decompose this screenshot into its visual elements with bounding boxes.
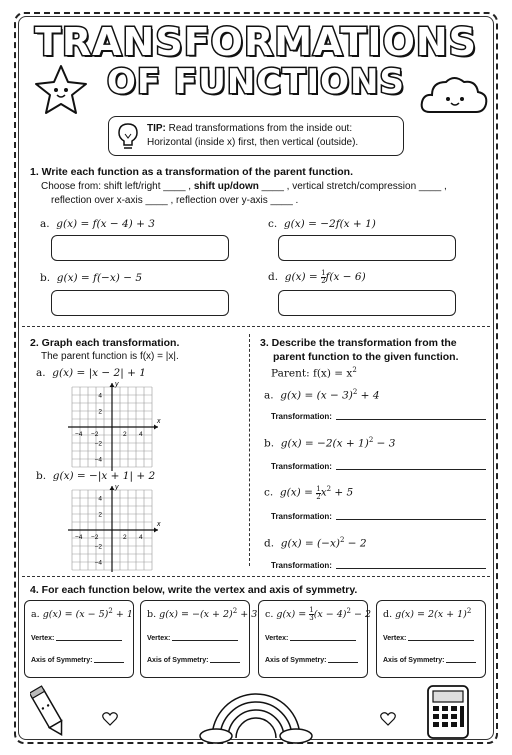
y-tick-label: 2 bbox=[98, 408, 102, 416]
function-text: g(x) = −2(x + 1) bbox=[280, 437, 369, 450]
item-letter: b. bbox=[36, 470, 47, 482]
function-text: g(x) = (−x) bbox=[280, 537, 340, 550]
item-letter: c. bbox=[264, 486, 274, 499]
vertex-label: Vertex: bbox=[147, 635, 171, 642]
divider bbox=[22, 326, 490, 327]
problem-1d bbox=[268, 270, 366, 285]
y-tick-label: 4 bbox=[98, 495, 102, 503]
fraction-numerator: 1 bbox=[309, 606, 314, 615]
fraction-numerator: 1 bbox=[321, 269, 326, 277]
cloud-icon bbox=[418, 72, 490, 118]
card-function bbox=[265, 607, 371, 622]
function-text: g(x) = f(−x) − 5 bbox=[56, 272, 143, 284]
vertex-line[interactable] bbox=[383, 635, 474, 642]
answer-line[interactable] bbox=[336, 419, 486, 420]
transformation-line-3c[interactable] bbox=[271, 512, 486, 521]
section-1-choices-line-2: reflection over x-axis ____ , reflection over y-axis ____ . bbox=[51, 195, 299, 206]
problem-1a bbox=[40, 218, 155, 230]
problem-1b bbox=[40, 272, 142, 284]
x-tick-label: −4 bbox=[75, 431, 83, 438]
problem-3d bbox=[264, 536, 367, 550]
vertex-label: Vertex: bbox=[31, 635, 55, 642]
function-text-mid: (x − 4) bbox=[313, 609, 347, 621]
exponent: 2 bbox=[339, 536, 345, 544]
section-3-title-line-2: parent function to the given function. bbox=[273, 351, 459, 363]
section-3-title-line-1: 3. Describe the transformation from the bbox=[260, 337, 457, 349]
y-tick-label: −4 bbox=[94, 456, 102, 464]
axis-line[interactable] bbox=[31, 657, 124, 664]
function-text: g(x) = |x − 2| + 1 bbox=[52, 367, 146, 379]
item-letter: b. bbox=[40, 272, 51, 284]
answer-line[interactable] bbox=[172, 640, 238, 641]
answer-line[interactable] bbox=[210, 662, 240, 663]
function-text-end: + 1 bbox=[112, 609, 133, 621]
coordinate-grid-2b[interactable] bbox=[44, 484, 186, 572]
calculator-icon bbox=[424, 684, 472, 740]
answer-box-1a[interactable] bbox=[51, 235, 229, 261]
axis-line[interactable] bbox=[147, 657, 240, 664]
pencil-icon bbox=[30, 684, 68, 742]
axis-line[interactable] bbox=[383, 657, 476, 664]
item-letter: d. bbox=[264, 537, 275, 550]
x-tick-label: −4 bbox=[75, 534, 83, 541]
x-tick-label: 2 bbox=[123, 431, 127, 438]
card-function bbox=[147, 607, 257, 620]
y-axis-label: y bbox=[115, 381, 119, 388]
function-text: g(x) = f(x − 4) + 3 bbox=[56, 218, 155, 230]
vertex-label: Vertex: bbox=[383, 635, 407, 642]
axis-label: Axis of Symmetry: bbox=[265, 657, 327, 664]
fraction-numerator: 1 bbox=[316, 484, 321, 493]
item-letter: a. bbox=[264, 389, 274, 402]
function-text-end: f(x − 6) bbox=[325, 271, 366, 283]
x-tick-label: −2 bbox=[91, 534, 99, 541]
problem-2a bbox=[36, 367, 146, 379]
answer-box-1c[interactable] bbox=[278, 235, 456, 261]
function-text: g(x) = (x − 5) bbox=[42, 609, 109, 621]
function-text-end: + 5 bbox=[331, 486, 354, 499]
title-line-1: TRANSFORMATIONS bbox=[34, 20, 478, 64]
answer-box-1b[interactable] bbox=[51, 290, 229, 316]
y-tick-label: 2 bbox=[98, 511, 102, 519]
vertex-card-d bbox=[376, 600, 486, 678]
x-axis-label: x bbox=[157, 521, 161, 528]
tip-line-1: Read transformations from the inside out: bbox=[168, 123, 353, 134]
x-axis-label: x bbox=[157, 418, 161, 425]
x-arrow bbox=[154, 528, 158, 533]
exponent: 2 bbox=[352, 388, 358, 396]
section-4-title: 4. For each function below, write the vertex and axis of symmetry. bbox=[30, 584, 358, 596]
star-icon bbox=[30, 62, 92, 118]
divider bbox=[249, 334, 250, 566]
heart-icon bbox=[102, 712, 118, 726]
section-2-title: 2. Graph each transformation. bbox=[30, 337, 180, 349]
function-text: g(x) = −2f(x + 1) bbox=[283, 218, 376, 230]
section-1-choices-line-1 bbox=[41, 180, 447, 194]
transformation-line-3b[interactable] bbox=[271, 462, 486, 471]
answer-line[interactable] bbox=[446, 662, 476, 663]
axis-label: Axis of Symmetry: bbox=[383, 657, 445, 664]
heart-icon bbox=[380, 712, 396, 726]
transformation-line-3a[interactable] bbox=[271, 412, 486, 421]
answer-line[interactable] bbox=[290, 640, 356, 641]
fraction-denominator: 2 bbox=[316, 492, 321, 501]
vertex-card-a bbox=[24, 600, 134, 678]
parent-function: Parent: f(x) = x bbox=[271, 367, 353, 380]
coordinate-grid-2a[interactable] bbox=[44, 381, 186, 471]
problem-3c bbox=[264, 485, 353, 501]
exponent: 2 bbox=[346, 607, 351, 615]
function-text: g(x) = −|x + 1| + 2 bbox=[52, 470, 156, 482]
vertex-line[interactable] bbox=[265, 635, 356, 642]
y-tick-label: −2 bbox=[94, 440, 102, 448]
answer-line[interactable] bbox=[336, 519, 486, 520]
problem-3a bbox=[264, 388, 380, 402]
vertex-line[interactable] bbox=[31, 635, 122, 642]
function-text: g(x) = 2(x + 1) bbox=[395, 609, 467, 621]
function-text-mid: x bbox=[320, 486, 327, 499]
section-1-title: 1. Write each function as a transformation of the parent function. bbox=[30, 166, 354, 178]
choices-part-c: ____ , vertical stretch/compression ____ , bbox=[258, 181, 447, 192]
card-function bbox=[31, 607, 133, 620]
tip-label: TIP: bbox=[147, 123, 166, 134]
item-letter: d. bbox=[383, 609, 393, 621]
problem-2b bbox=[36, 470, 155, 482]
y-tick-label: −4 bbox=[94, 559, 102, 567]
item-letter: b. bbox=[264, 437, 275, 450]
transformation-label: Transformation: bbox=[271, 412, 332, 421]
choices-part-b: shift up/down bbox=[193, 181, 259, 192]
transformation-label: Transformation: bbox=[271, 561, 332, 570]
item-letter: a. bbox=[31, 609, 40, 621]
y-axis-label: y bbox=[115, 484, 119, 491]
exponent: 2 bbox=[466, 607, 472, 615]
title-line-2: OF FUNCTIONS bbox=[107, 62, 405, 102]
axis-label: Axis of Symmetry: bbox=[147, 657, 209, 664]
x-tick-label: 4 bbox=[139, 431, 143, 438]
x-tick-label: −2 bbox=[91, 431, 99, 438]
transformation-label: Transformation: bbox=[271, 462, 332, 471]
item-letter: b. bbox=[147, 609, 157, 621]
function-text: g(x) = bbox=[276, 609, 310, 621]
lightbulb-icon bbox=[117, 122, 139, 152]
answer-line[interactable] bbox=[336, 469, 486, 470]
problem-3b bbox=[264, 436, 395, 450]
vertex-card-b bbox=[140, 600, 258, 678]
section-2-parent: The parent function is f(x) = |x|. bbox=[41, 351, 179, 362]
x-tick-label: 2 bbox=[123, 534, 127, 541]
vertex-card-c bbox=[258, 600, 372, 678]
y-arrow bbox=[110, 383, 115, 387]
answer-line[interactable] bbox=[56, 640, 122, 641]
choices-part-a: Choose from: shift left/right ____ , bbox=[41, 181, 194, 192]
fraction-denominator: 3 bbox=[309, 614, 314, 623]
item-letter: a. bbox=[36, 367, 46, 379]
problem-1c bbox=[268, 218, 376, 230]
function-text-end: + 4 bbox=[357, 389, 380, 402]
function-text-end: + 3 bbox=[237, 609, 258, 621]
exponent: 2 bbox=[108, 607, 113, 615]
fraction-denominator: 2 bbox=[321, 277, 326, 285]
item-letter: c. bbox=[265, 609, 274, 621]
exponent: 2 bbox=[232, 607, 238, 615]
exponent: 2 bbox=[352, 366, 357, 374]
section-3-parent bbox=[271, 366, 357, 380]
answer-line[interactable] bbox=[408, 640, 474, 641]
item-letter: a. bbox=[40, 218, 50, 230]
transformation-line-3d[interactable] bbox=[271, 561, 486, 570]
answer-box-1d[interactable] bbox=[278, 290, 456, 316]
x-tick-label: 4 bbox=[139, 534, 143, 541]
axis-line[interactable] bbox=[265, 657, 358, 664]
answer-line[interactable] bbox=[94, 662, 124, 663]
vertex-line[interactable] bbox=[147, 635, 238, 642]
divider bbox=[22, 576, 490, 577]
answer-line[interactable] bbox=[336, 568, 486, 569]
function-text-end: − 2 bbox=[351, 609, 372, 621]
exponent: 2 bbox=[326, 485, 332, 493]
card-function bbox=[383, 607, 471, 620]
y-tick-label: −2 bbox=[94, 543, 102, 551]
item-letter: d. bbox=[268, 271, 279, 283]
x-arrow bbox=[154, 425, 158, 430]
tip-box bbox=[108, 116, 404, 156]
transformation-label: Transformation: bbox=[271, 512, 332, 521]
answer-line[interactable] bbox=[328, 662, 358, 663]
function-text-end: − 2 bbox=[344, 537, 367, 550]
tip-line-2: Horizontal (inside x) first, then vertical (outside). bbox=[147, 137, 359, 148]
y-arrow bbox=[110, 486, 115, 490]
vertex-label: Vertex: bbox=[265, 635, 289, 642]
item-letter: c. bbox=[268, 218, 278, 230]
function-text: g(x) = bbox=[284, 271, 322, 283]
axis-label: Axis of Symmetry: bbox=[31, 657, 93, 664]
rainbow-icon bbox=[198, 682, 314, 744]
y-tick-label: 4 bbox=[98, 392, 102, 400]
function-text: g(x) = (x − 3) bbox=[280, 389, 353, 402]
exponent: 2 bbox=[368, 436, 374, 444]
function-text: g(x) = −(x + 2) bbox=[159, 609, 233, 621]
function-text-end: − 3 bbox=[373, 437, 396, 450]
function-text: g(x) = bbox=[279, 486, 317, 499]
